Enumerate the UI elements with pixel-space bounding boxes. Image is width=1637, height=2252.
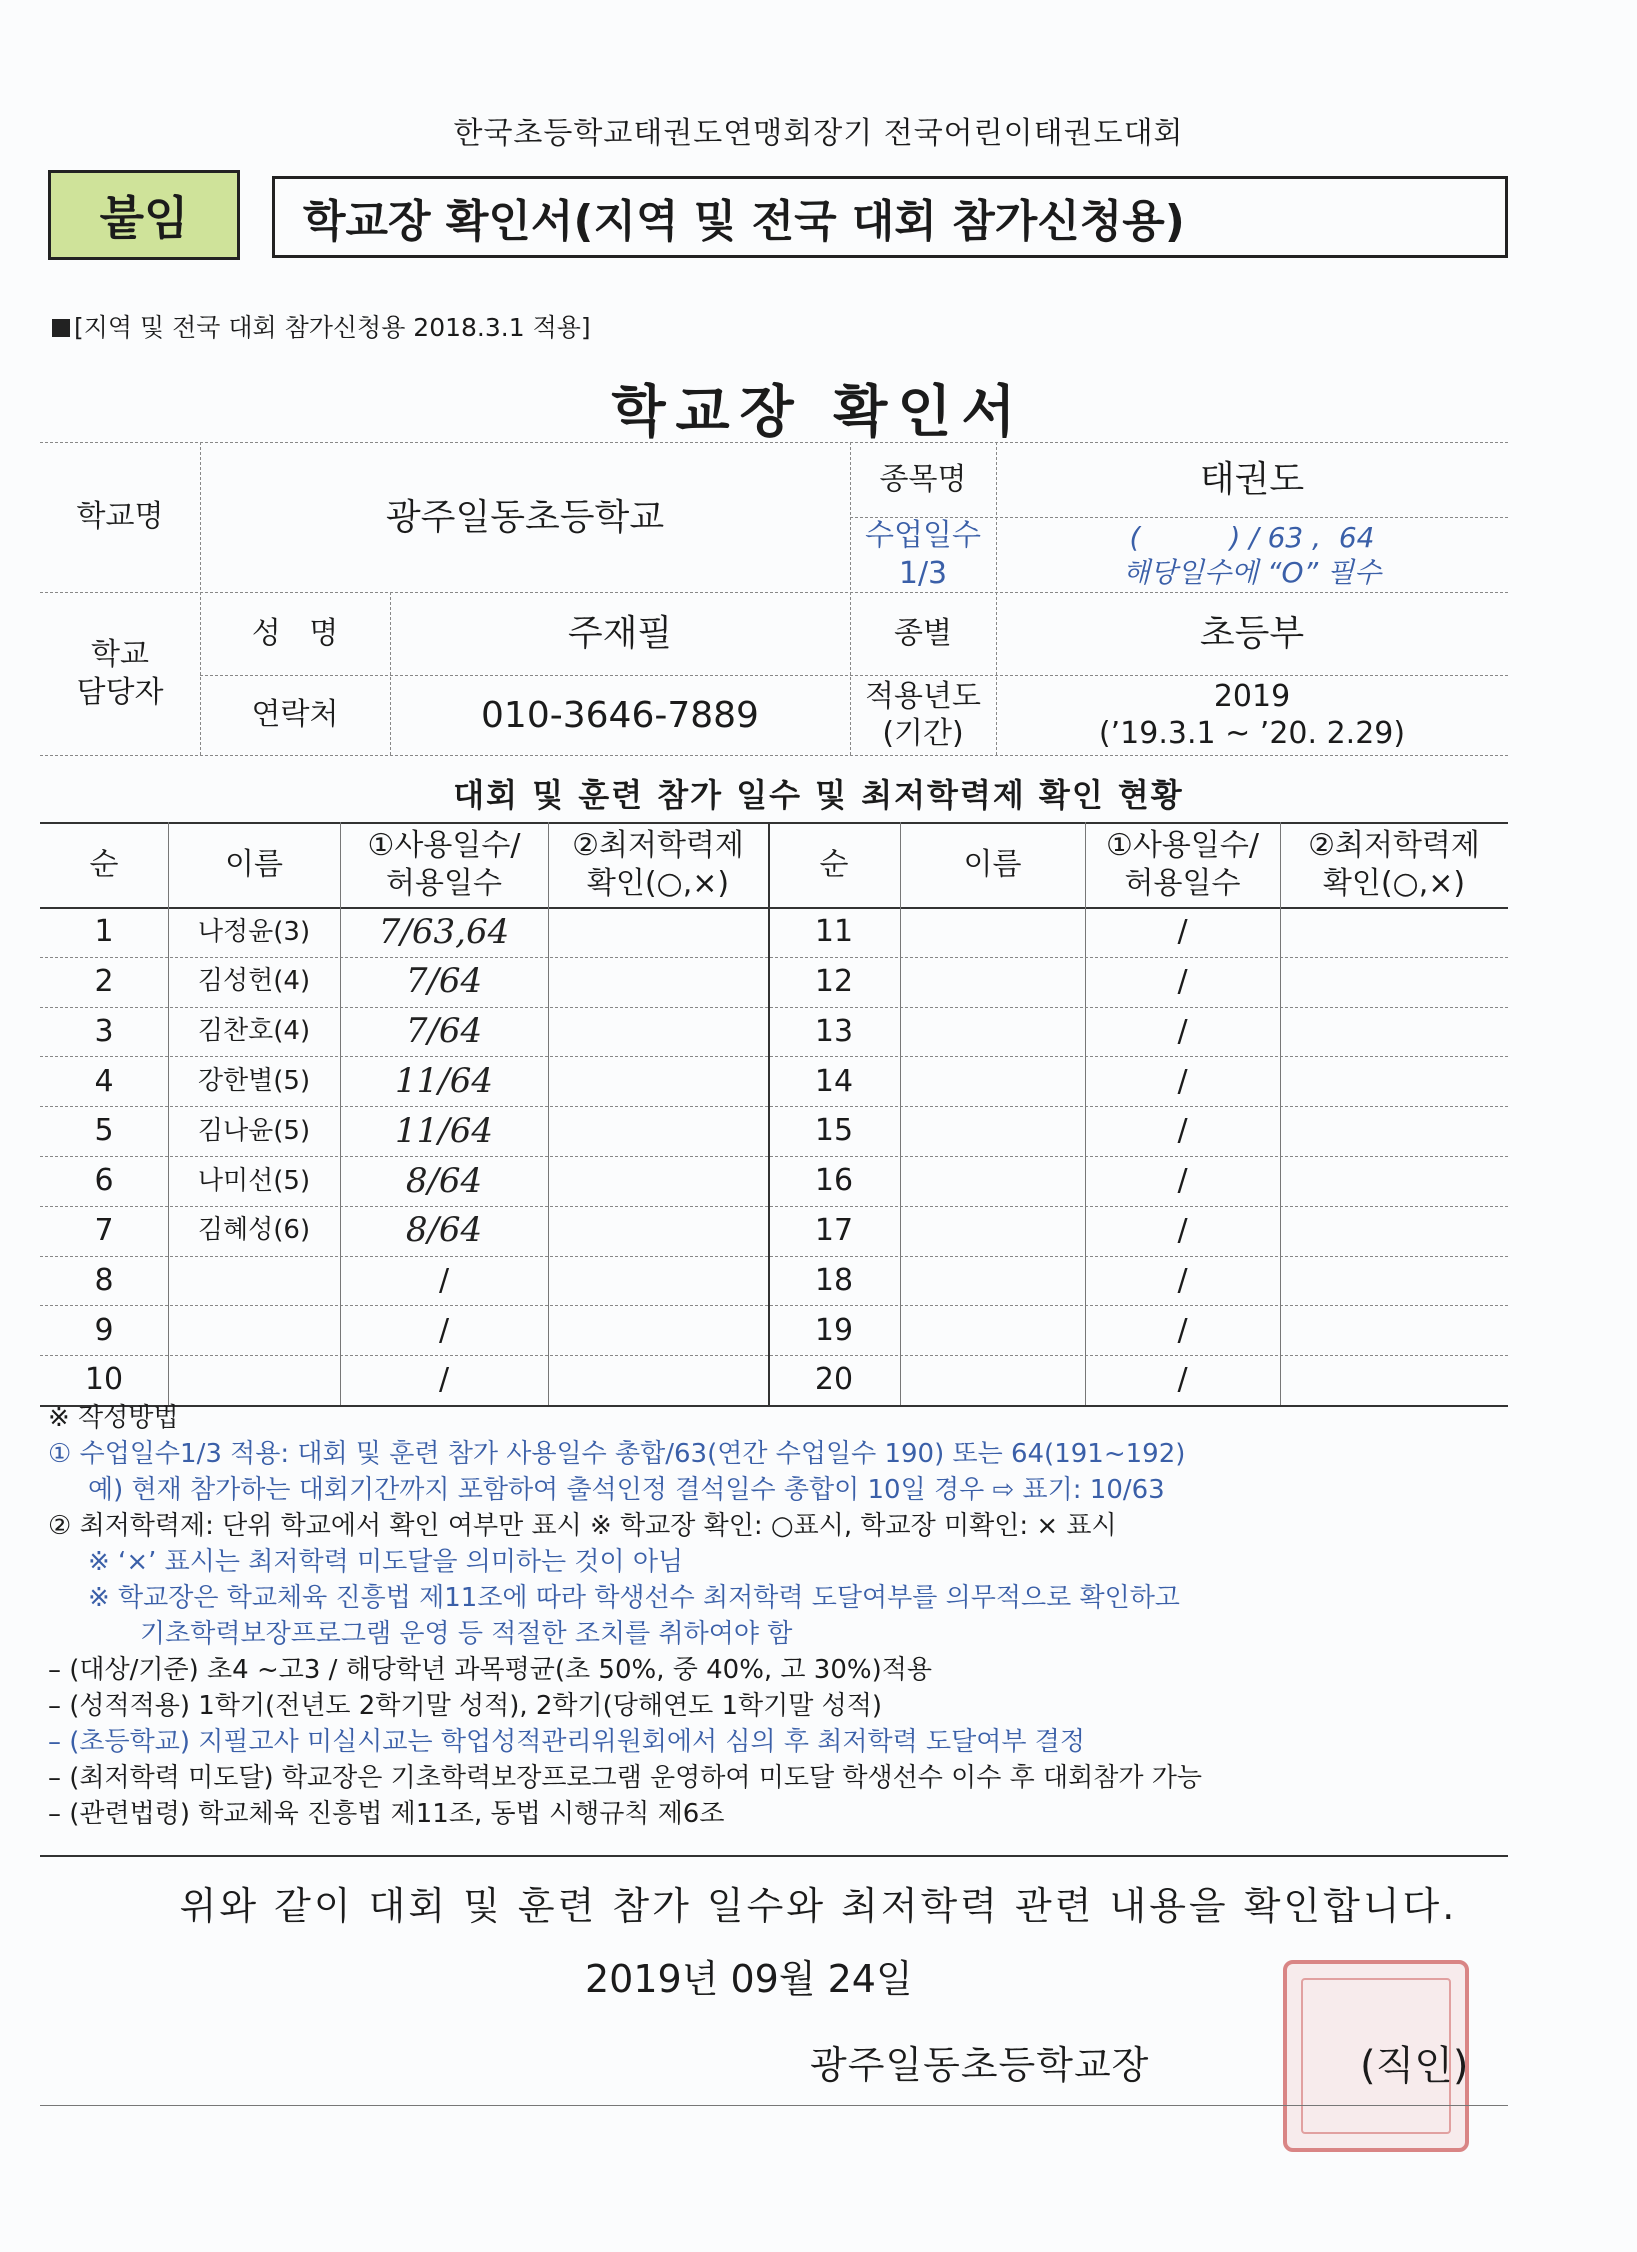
table-left-seq-cell: 2 xyxy=(94,963,114,999)
header-check-left xyxy=(548,822,768,907)
header-check-right xyxy=(1280,822,1508,907)
square-bullet-icon xyxy=(52,319,70,337)
table-right-days-cell: / xyxy=(1177,1113,1188,1149)
name-label: 성 명 xyxy=(251,615,339,651)
table-right-name-cell xyxy=(900,1256,1085,1306)
table-left-days-cell: 11/64 xyxy=(395,1061,493,1102)
period-label xyxy=(850,675,996,755)
table-right-check-cell xyxy=(1280,907,1508,957)
table-left-days-cell: 7/64 xyxy=(405,961,483,1002)
table-left-days-cell: / xyxy=(438,1312,450,1348)
table-left-seq-cell: 7 xyxy=(94,1212,114,1248)
confirmation-statement: 위와 같이 대회 및 훈련 참가 일수와 최저학력 관련 내용을 확인합니다. xyxy=(179,1884,1458,1928)
table-left-check-cell xyxy=(548,907,768,957)
table-left-check-cell xyxy=(548,957,768,1007)
table-right-name-cell xyxy=(900,1007,1085,1057)
seal-label: (직인) xyxy=(1360,2043,1469,2089)
header-seq-right: 순 xyxy=(819,846,849,882)
name-value: 주재필 xyxy=(567,613,673,654)
header-days-line2: 허용일수 xyxy=(386,865,502,901)
header-check-line2: 확인(○,×) xyxy=(1322,865,1466,901)
table-right-check-cell xyxy=(1280,1007,1508,1057)
table-left-days-cell: / xyxy=(438,1262,450,1298)
apply-note-text: [지역 및 전국 대회 참가신청용 2018.3.1 적용] xyxy=(74,313,591,342)
issue-date: 2019년 09월 24일 xyxy=(585,1957,913,2001)
table-left-seq-cell: 1 xyxy=(94,914,114,950)
table-left-name-cell: 김혜성(6) xyxy=(197,1215,311,1246)
table-left-check-cell xyxy=(548,1206,768,1256)
status-section-title: 대회 및 훈련 참가 일수 및 최저학력제 확인 현황 xyxy=(453,776,1184,814)
table-left-name-cell: 나정윤(3) xyxy=(197,916,311,947)
table-left-name-cell: 강한별(5) xyxy=(197,1066,311,1097)
table-right-check-cell xyxy=(1280,1156,1508,1206)
table-left-name-cell: 김찬호(4) xyxy=(197,1016,311,1047)
table-left-seq-cell: 4 xyxy=(94,1063,114,1099)
instruction-line: ② 최저학력제: 단위 학교에서 확인 여부만 표시 ※ 학교장 확인: ○표시, 학교장 미확인: × 표시 xyxy=(48,1511,1117,1541)
contact-value: 010-3646-7889 xyxy=(481,694,759,736)
school-days-label xyxy=(850,517,996,592)
form-title-box: 학교장 확인서(지역 및 전국 대회 참가신청용) xyxy=(272,176,1508,258)
table-right-seq-cell: 20 xyxy=(814,1362,854,1398)
table-right-days-cell: / xyxy=(1177,1212,1188,1248)
header-seq-left: 순 xyxy=(89,846,119,882)
table-right-check-cell xyxy=(1280,1256,1508,1306)
header-name-left: 이름 xyxy=(225,846,283,882)
table-right-name-cell xyxy=(900,1156,1085,1206)
bottom-line xyxy=(40,2105,1508,2106)
table-right-days-cell: / xyxy=(1177,963,1188,999)
table-left-check-cell xyxy=(548,1355,768,1405)
header-days-left xyxy=(340,822,548,907)
table-right-seq-cell: 11 xyxy=(814,914,854,950)
instructions-title: ※ 작성방법 xyxy=(48,1403,179,1433)
instruction-line: – (대상/기준) 초4 ~고3 / 해당학년 과목평균(초 50%, 중 40%, 고 30%)적용 xyxy=(48,1655,932,1685)
table-left-days-cell: 8/64 xyxy=(405,1210,483,1251)
table-right-name-cell xyxy=(900,907,1085,957)
instruction-line: ※ ‘×’ 표시는 최저학력 미도달을 의미하는 것이 아님 xyxy=(88,1547,684,1577)
school-days-label-line1: 수업일수 xyxy=(865,518,981,553)
table-right-name-cell xyxy=(900,1305,1085,1355)
table-right-seq-cell: 19 xyxy=(814,1312,854,1348)
instruction-line: ※ 학교장은 학교체육 진흥법 제11조에 따라 학생선수 최저학력 도달여부를 의무적으로 확인하고 xyxy=(88,1583,1180,1613)
divider xyxy=(40,1855,1508,1857)
table-right-name-cell xyxy=(900,1106,1085,1156)
period-label-line2: (기간) xyxy=(882,716,964,751)
table-left-seq-cell: 9 xyxy=(94,1312,114,1348)
event-value: 태권도 xyxy=(1199,459,1305,500)
table-right-seq-cell: 14 xyxy=(814,1063,854,1099)
table-right-check-cell xyxy=(1280,957,1508,1007)
header-days-line2: 허용일수 xyxy=(1124,865,1241,901)
table-left-days-cell: 8/64 xyxy=(405,1160,483,1201)
person-label-line2: 담당자 xyxy=(76,674,164,710)
school-days-label-line2: 1/3 xyxy=(898,555,948,591)
instruction-line: ① 수업일수1/3 적용: 대회 및 훈련 참가 사용일수 총합/63(연간 수업일수 190) 또는 64(191~192) xyxy=(48,1439,1186,1469)
instruction-line: 기초학력보장프로그램 운영 등 적절한 조치를 취하여야 함 xyxy=(140,1619,793,1649)
table-left-name-cell: 나미선(5) xyxy=(197,1165,311,1196)
table-left-seq-cell: 5 xyxy=(94,1113,114,1149)
table-left-days-cell: / xyxy=(438,1362,450,1398)
table-left-name-cell: 김성헌(4) xyxy=(197,966,311,997)
contact-label: 연락처 xyxy=(251,697,339,733)
table-left-check-cell xyxy=(548,1256,768,1306)
class-label: 종별 xyxy=(894,615,952,651)
table-right-days-cell: / xyxy=(1177,1063,1188,1099)
period-range: (’19.3.1 ~ ’20. 2.29) xyxy=(1098,716,1406,751)
table-right-days-cell: / xyxy=(1177,1013,1188,1049)
instructions xyxy=(48,1400,1608,1832)
header-days-line1: ①사용일수/ xyxy=(1106,828,1259,863)
table-left-name-cell xyxy=(168,1305,340,1355)
table-right-name-cell xyxy=(900,1355,1085,1405)
table-left-days-cell: 7/63,64 xyxy=(378,911,510,952)
table-right-check-cell xyxy=(1280,1355,1508,1405)
table-left-seq-cell: 6 xyxy=(94,1163,114,1199)
school-days-value-line1: ( ) / 63 , 64 xyxy=(1129,520,1375,554)
attachment-tag: 붙임 xyxy=(48,170,240,260)
header-days-line1: ①사용일수/ xyxy=(367,828,521,863)
school-days-value-line2: 해당일수에 “O” 필수 xyxy=(1122,555,1382,589)
header-days-right xyxy=(1085,822,1280,907)
table-left-name-cell: 김나윤(5) xyxy=(197,1115,311,1146)
principal-signature: 광주일동초등학교장 xyxy=(810,2043,1150,2087)
table-left-name-cell xyxy=(168,1256,340,1306)
table-right-days-cell: / xyxy=(1177,1262,1188,1298)
table-right-seq-cell: 13 xyxy=(814,1013,854,1049)
table-right-check-cell xyxy=(1280,1106,1508,1156)
instruction-line: – (관련법령) 학교체육 진흥법 제11조, 동법 시행규칙 제6조 xyxy=(48,1799,725,1829)
table-right-days-cell: / xyxy=(1177,914,1188,950)
period-label-line1: 적용년도 xyxy=(865,678,981,714)
table-right-name-cell xyxy=(900,957,1085,1007)
apply-note xyxy=(52,308,591,344)
table-right-days-cell: / xyxy=(1177,1163,1188,1199)
table-right-days-cell: / xyxy=(1177,1312,1188,1348)
table-right-seq-cell: 18 xyxy=(814,1262,854,1298)
header-check-line2: 확인(○,×) xyxy=(586,865,730,901)
table-right-days-cell: / xyxy=(1177,1362,1188,1398)
school-days-value xyxy=(996,517,1508,592)
table-right-name-cell xyxy=(900,1056,1085,1106)
table-left-check-cell xyxy=(548,1156,768,1206)
table-right-seq-cell: 16 xyxy=(814,1163,854,1199)
header-check-line1: ②최저학력제 xyxy=(572,828,744,863)
instruction-line: – (초등학교) 지필고사 미실시교는 학업성적관리위원회에서 심의 후 최저학력 도달여부 결정 xyxy=(48,1727,1085,1757)
table-left-seq-cell: 8 xyxy=(94,1262,114,1298)
table-right-seq-cell: 15 xyxy=(814,1113,854,1149)
table-right-seq-cell: 12 xyxy=(814,963,854,999)
table-left-check-cell xyxy=(548,1056,768,1106)
event-title: 한국초등학교태권도연맹회장기 전국어린이태권도대회 xyxy=(453,116,1184,151)
period-year: 2019 xyxy=(1213,678,1291,714)
person-label-line1: 학교 xyxy=(91,637,149,672)
table-right-check-cell xyxy=(1280,1056,1508,1106)
school-name-value: 광주일동초등학교 xyxy=(385,496,665,538)
table-right-check-cell xyxy=(1280,1206,1508,1256)
instruction-line: – (성적적용) 1학기(전년도 2학기말 성적), 2학기(당해연도 1학기말 성적) xyxy=(48,1691,883,1721)
table-left-days-cell: 11/64 xyxy=(395,1110,493,1151)
table-right-seq-cell: 17 xyxy=(814,1212,854,1248)
header-check-line1: ②최저학력제 xyxy=(1308,828,1480,863)
class-value: 초등부 xyxy=(1199,613,1305,654)
table-left-days-cell: 7/64 xyxy=(405,1011,483,1052)
person-in-charge-label xyxy=(40,592,200,755)
period-value xyxy=(996,675,1508,755)
table-left-seq-cell: 10 xyxy=(84,1362,124,1398)
table-left-check-cell xyxy=(548,1106,768,1156)
instruction-line: – (최저학력 미도달) 학교장은 기초학력보장프로그램 운영하여 미도달 학생선수 이수 후 대회참가 가능 xyxy=(48,1763,1202,1793)
event-label: 종목명 xyxy=(879,461,967,497)
instruction-line: 예) 현재 참가하는 대회기간까지 포함하여 출석인정 결석일수 총합이 10일 경우 ⇨ 표기: 10/63 xyxy=(88,1475,1165,1505)
document-title: 학교장 확인서 xyxy=(611,380,1026,445)
table-left-check-cell xyxy=(548,1305,768,1355)
table-right-check-cell xyxy=(1280,1305,1508,1355)
table-left-name-cell xyxy=(168,1355,340,1405)
table-left-seq-cell: 3 xyxy=(94,1013,114,1049)
school-name-label: 학교명 xyxy=(76,499,164,535)
table-right-name-cell xyxy=(900,1206,1085,1256)
header-name-right: 이름 xyxy=(963,846,1022,882)
table-left-check-cell xyxy=(548,1007,768,1057)
